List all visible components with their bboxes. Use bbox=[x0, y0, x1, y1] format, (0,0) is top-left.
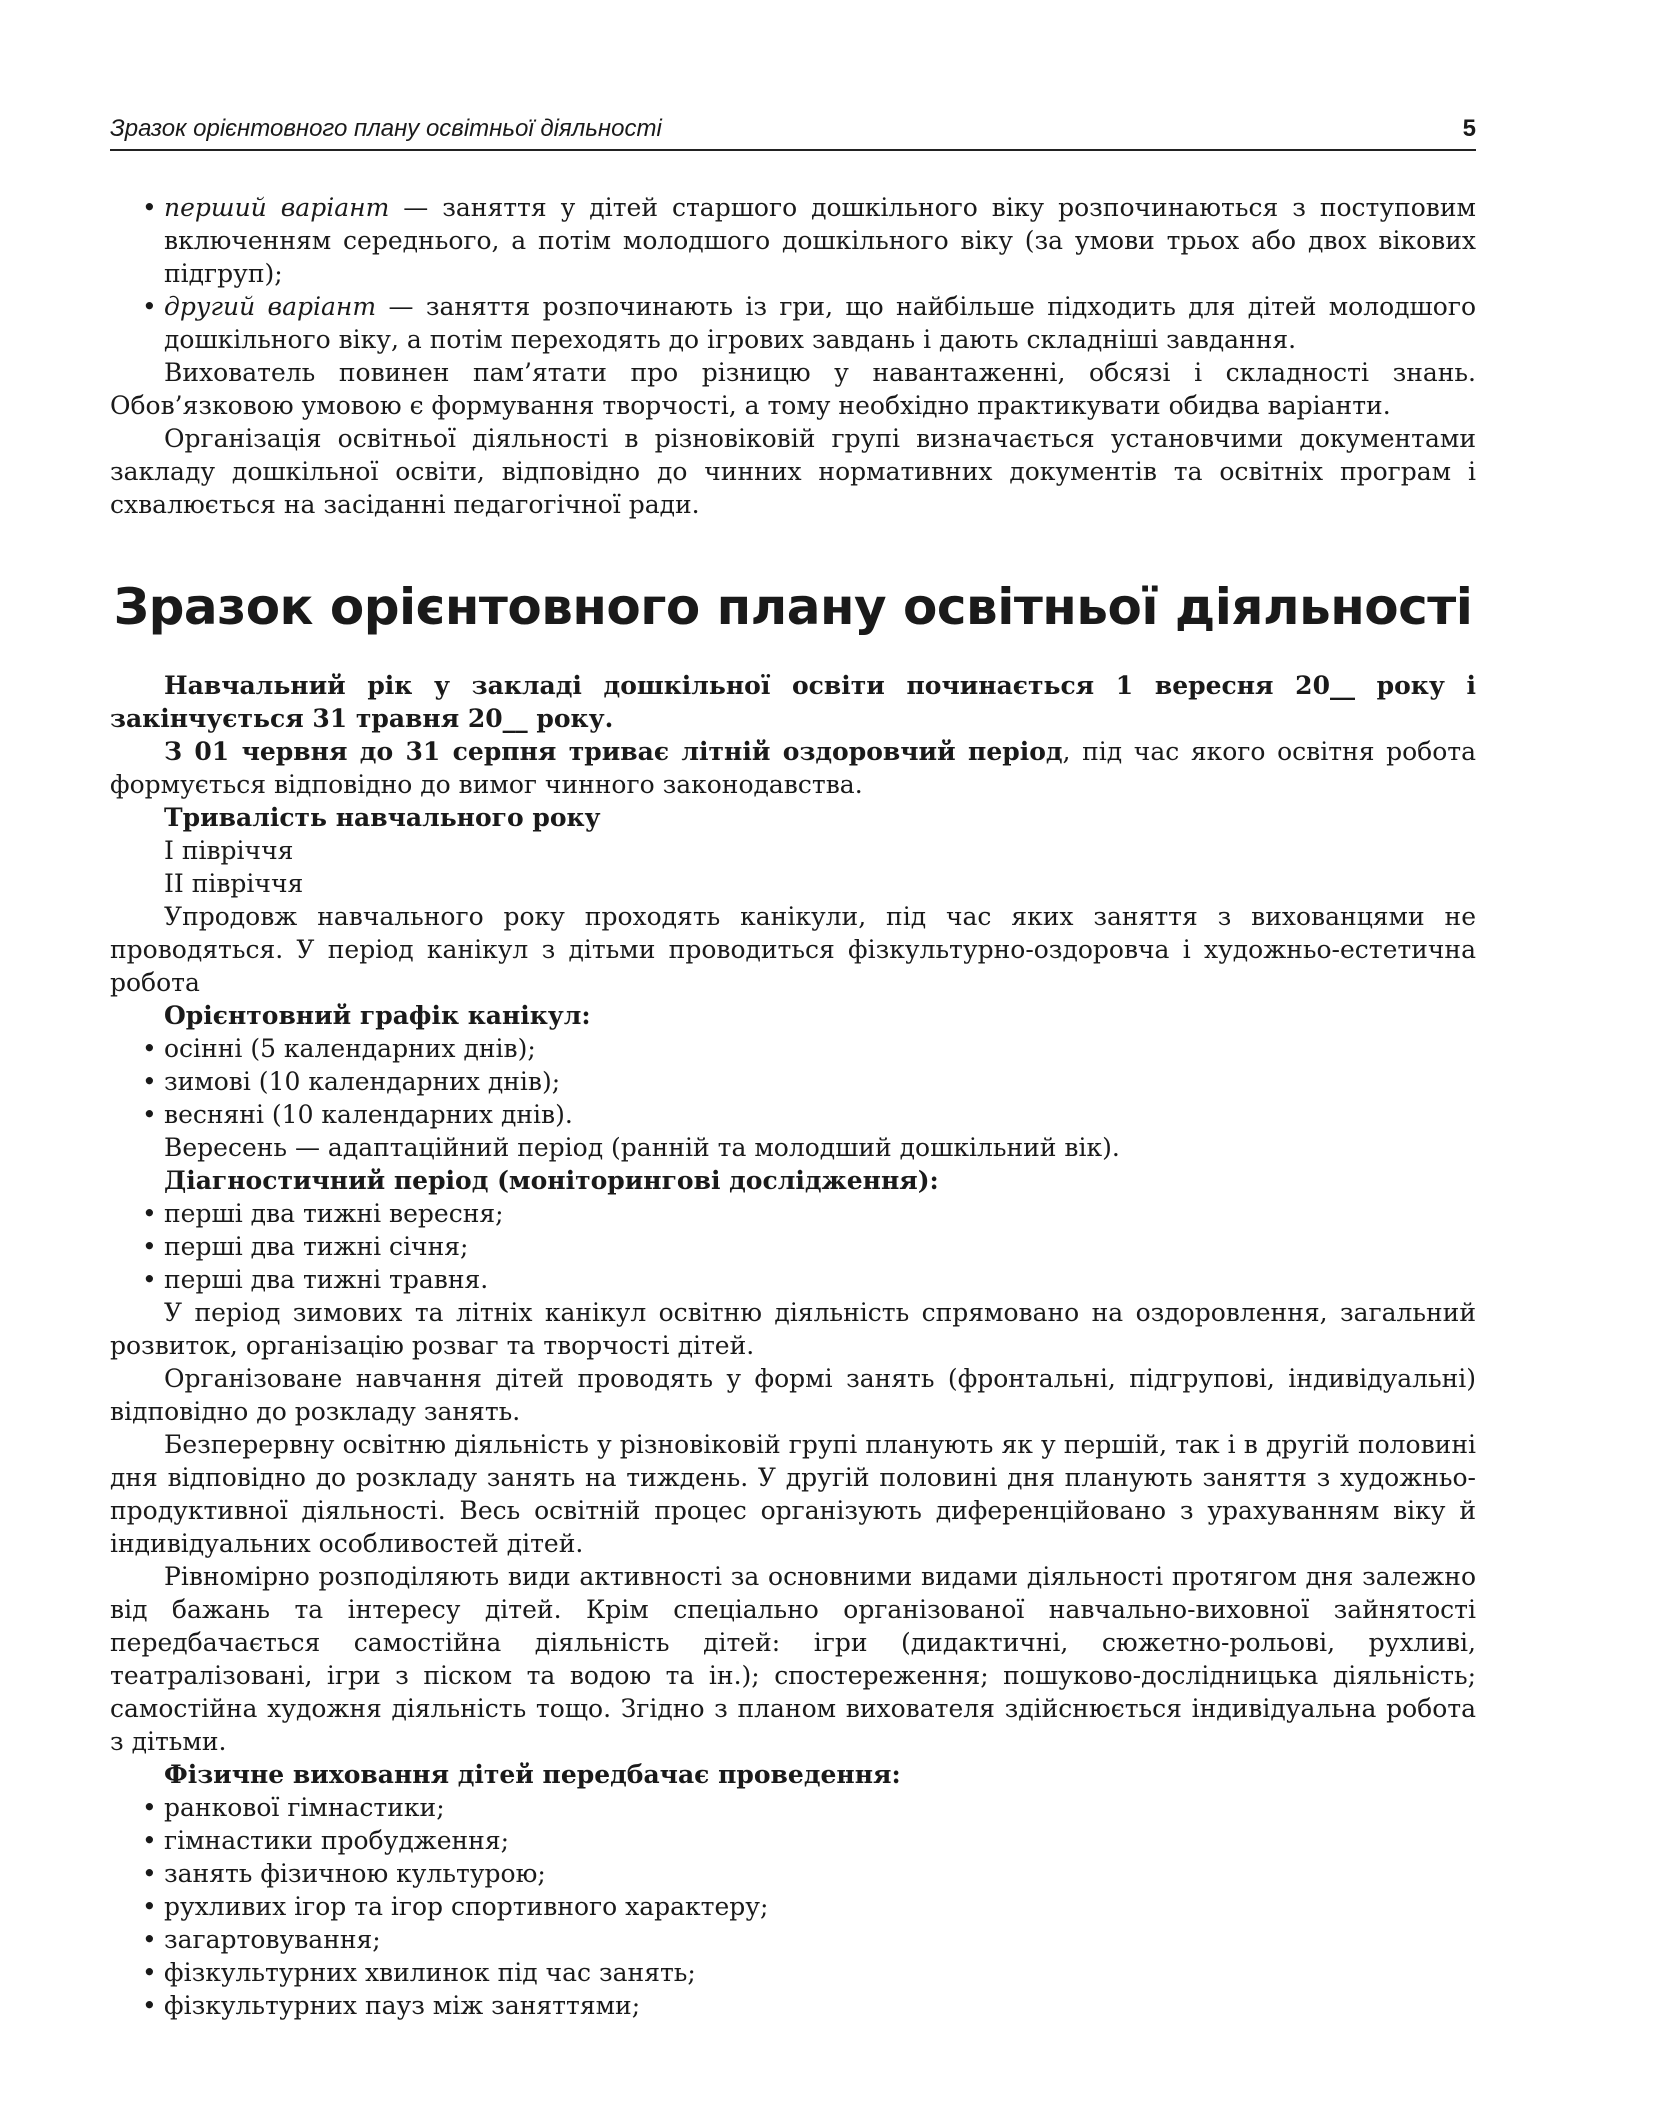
september-paragraph: Вересень — адаптаційний період (ранній та молодший дошкільний вік). bbox=[164, 1133, 1120, 1162]
paragraph: Вихователь повинен пам’ятати про різницю у навантаженні, обсязі і складності знань. Обов’язковою умовою є формування творчості, а тому необхідно практикувати обидва варіанти. bbox=[110, 358, 1476, 420]
variants-list bbox=[110, 191, 1476, 356]
running-header-title: Зразок орієнтовного плану освітньої діяльності bbox=[110, 115, 662, 142]
physical-education-heading: Фізичне виховання дітей передбачає проведення: bbox=[164, 1760, 901, 1789]
list-item: • фізкультурних пауз між заняттями; bbox=[164, 1989, 1476, 2022]
list-item: • рухливих ігор та ігор спортивного характеру; bbox=[164, 1890, 1476, 1923]
holidays-heading: Орієнтовний графік канікул: bbox=[164, 1001, 591, 1030]
summer-period-text: , під час якого освітня робота формується відповідно до вимог чинного законодавства. bbox=[110, 737, 1476, 799]
list-item: • весняні (10 календарних днів). bbox=[164, 1098, 1476, 1131]
variant-text: — заняття розпочинають із гри, що найбільше підходить для дітей молодшого дошкільного віку, а потім переходять до ігрових завдань і дають складніші завдання. bbox=[164, 292, 1476, 354]
physical-education-list bbox=[110, 1791, 1476, 2022]
summer-period-paragraph bbox=[110, 735, 1476, 801]
variant-text: — заняття у дітей старшого дошкільного віку розпочинаються з поступовим включенням середнього, а потім молодшого дошкільного віку (за умови трьох або двох вікових підгруп); bbox=[164, 193, 1476, 288]
list-item bbox=[164, 191, 1476, 290]
list-item: • гімнастики пробудження; bbox=[164, 1824, 1476, 1857]
paragraph: Рівномірно розподіляють види активності за основними видами діяльності протягом дня залежно від бажань та інтересу дітей. Крім спеціально організованої навчально-виховної зайнятості передбачається самостійна діяльність дітей: ігри (дидактичні, сюжетно-рольові, рухливі, театралізовані, ігри з піском та водою та ін.); спостереження; пошуково-дослідницька діяльність; самостійна художня діяльність тощо. Згідно з планом вихователя здійснюється індивідуальна робота з дітьми. bbox=[110, 1562, 1476, 1756]
list-item: • зимові (10 календарних днів); bbox=[164, 1065, 1476, 1098]
list-item: • осінні (5 календарних днів); bbox=[164, 1032, 1476, 1065]
list-item: • перші два тижні вересня; bbox=[164, 1197, 1476, 1230]
academic-year-paragraph: Навчальний рік у закладі дошкільної освіти починається 1 вересня 20__ року і закінчується 31 травня 20__ року. bbox=[110, 671, 1476, 733]
semester-1: I півріччя bbox=[164, 836, 294, 865]
list-item: • загартовування; bbox=[164, 1923, 1476, 1956]
paragraph: Безперервну освітню діяльність у різновіковій групі планують як у першій, так і в другій половині дня відповідно до розкладу занять на тиждень. У другій половині дня планують заняття з художньо-продуктивної діяльності. Весь освітній процес організують диференційовано з урахуванням віку й індивідуальних особливостей дітей. bbox=[110, 1430, 1476, 1558]
diagnostic-heading: Діагностичний період (моніторингові дослідження): bbox=[164, 1166, 939, 1195]
duration-heading: Тривалість навчального року bbox=[164, 803, 601, 832]
paragraph: Організоване навчання дітей проводять у формі занять (фронтальні, підгрупові, індивідуальні) відповідно до розкладу занять. bbox=[110, 1364, 1476, 1426]
list-item: • фізкультурних хвилинок під час занять; bbox=[164, 1956, 1476, 1989]
list-item: • занять фізичною культурою; bbox=[164, 1857, 1476, 1890]
holidays-list bbox=[110, 1032, 1476, 1131]
diagnostic-list bbox=[110, 1197, 1476, 1296]
section-title: Зразок орієнтовного плану освітньої діяльності bbox=[113, 578, 1473, 636]
paragraph: У період зимових та літніх канікул освітню діяльність спрямовано на оздоровлення, загальний розвиток, організацію розваг та творчості дітей. bbox=[110, 1298, 1476, 1360]
page-number: 5 bbox=[1462, 115, 1476, 142]
list-item: • перші два тижні травня. bbox=[164, 1263, 1476, 1296]
list-item bbox=[164, 290, 1476, 356]
running-header bbox=[110, 112, 1476, 151]
document-page bbox=[110, 112, 1476, 2022]
holidays-paragraph: Упродовж навчального року проходять канікули, під час яких заняття з вихованцями не проводяться. У період канікул з дітьми проводиться фізкультурно-оздоровча і художньо-естетична робота bbox=[110, 902, 1476, 997]
list-item: • перші два тижні січня; bbox=[164, 1230, 1476, 1263]
paragraph: Організація освітньої діяльності в різновіковій групі визначається установчими документами закладу дошкільної освіти, відповідно до чинних нормативних документів та освітніх програм і схвалюється на засіданні педагогічної ради. bbox=[110, 424, 1476, 519]
semester-2: II півріччя bbox=[164, 869, 304, 898]
summer-period-bold: З 01 червня до 31 серпня триває літній оздоровчий період bbox=[164, 737, 1063, 766]
variant-term: другий варіант bbox=[164, 292, 377, 321]
list-item: • ранкової гімнастики; bbox=[164, 1791, 1476, 1824]
variant-term: перший варіант bbox=[164, 193, 390, 222]
